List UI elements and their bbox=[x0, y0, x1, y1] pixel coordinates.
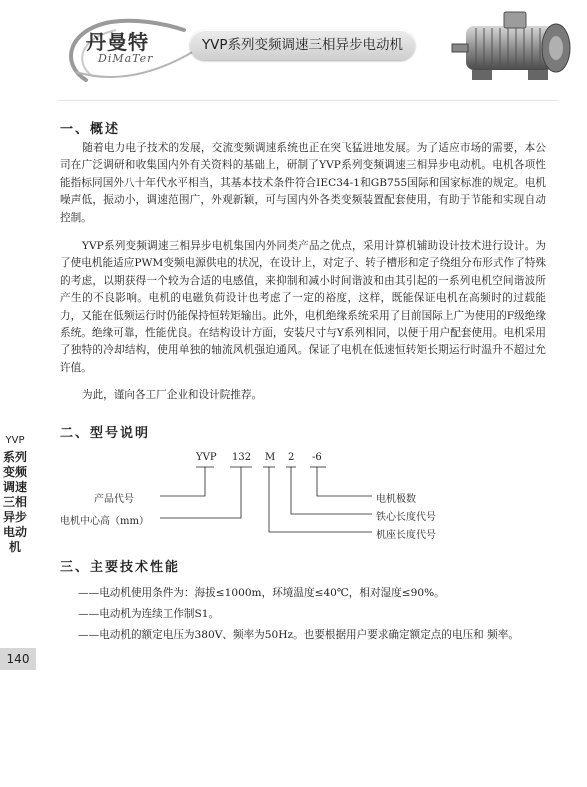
overview-paragraph-2: YVP系列变频调速三相异步电机集国内外同类产品之优点，采用计算机辅助设计技术进行设计。为了使电机能适应PWM变频电源供电的状况，在设计上，对定子、转子槽形和定子绕组分布形式作了特殊的考虑，以期获得一个较为合适的电感值，来抑制和减小时间谐波和由其引起的一系列电机空间谐波所产生的不良影响。电机的电磁负荷设计也考虑了一定的裕度，这样，既能保证电机在高频时的过载能力，又能在低频运行时仍能保持恒转矩输出。此外，电机绝缘系统采用了目前国际上广为使用的F级绝缘系统。绝缘可靠，性能优良。在结构设计方面，安装尺寸与Y系列相同，以便于用户配套使用。电机采用了独特的冷却结构，使用单独的轴流风机强迫通风。保证了电机在低速恒转矩长期运行时温升不超过允许值。 bbox=[60, 240, 546, 374]
side-tab bbox=[2, 433, 28, 555]
section-heading-overview: 一、概述 bbox=[60, 122, 121, 137]
section-heading-specs: 三、主要技术性能 bbox=[60, 560, 181, 575]
code-part-series: YVP bbox=[196, 452, 217, 463]
model-code-diagram bbox=[60, 445, 540, 545]
section-heading-model: 二、型号说明 bbox=[60, 426, 151, 441]
code-part-core-length: 2 bbox=[288, 452, 295, 463]
page-number: 140 bbox=[0, 648, 36, 670]
overview-paragraph-3: 为此，谨向各工厂企业和设计院推荐。 bbox=[82, 389, 263, 401]
motor-icon bbox=[446, 8, 578, 88]
label-frame-length: 机座长度代号 bbox=[376, 530, 436, 541]
label-poles: 电机极数 bbox=[376, 494, 416, 505]
overview-paragraph-1: 随着电力电子技术的发展，交流变频调速系统也正在突飞猛进地发展。为了适应市场的需要，本公司在广泛调研和收集国内外有关资料的基础上，研制了YVP系列变频调速三相异步电动机。电机各项性能指标同国外八十年代水平相当，其基本技术条件符合IEC34-1和GB755国际和国家标准的规定。电机噪声低，振动小，调速范围广，外观新颖，可与国内外各类变频装置配套使用，有助于节能和实现自动控制。 bbox=[60, 142, 546, 224]
doc-title-pill bbox=[190, 30, 415, 60]
label-product-code: 产品代号 bbox=[94, 494, 134, 505]
code-part-frame-length: M bbox=[265, 452, 276, 463]
code-part-center-height: 132 bbox=[232, 452, 252, 463]
doc-title: YVP系列变频调速三相异步电动机 bbox=[201, 37, 404, 53]
brand-name: 丹曼特 bbox=[86, 30, 149, 54]
side-tab-prefix: YVP bbox=[5, 435, 25, 446]
header-divider bbox=[58, 100, 558, 101]
label-core-length: 铁心长度代号 bbox=[376, 512, 436, 523]
code-part-poles: -6 bbox=[312, 452, 322, 463]
side-tab-label: 系列变频调速三相异步电动机 bbox=[2, 450, 27, 554]
spec-item-2: ——电动机为连续工作制S1。 bbox=[78, 608, 220, 620]
spec-item-1: ——电动机使用条件为：海拔≤1000m，环境温度≤40℃，相对湿度≤90%。 bbox=[78, 587, 445, 599]
label-center-height: 电机中心高（mm） bbox=[60, 516, 149, 527]
spec-item-3: ——电动机的额定电压为380V、频率为50Hz。也要根据用户要求确定额定点的电压和 频率。 bbox=[78, 629, 519, 641]
page-header bbox=[0, 0, 587, 100]
brand-name-en: DiMaTer bbox=[98, 52, 154, 65]
